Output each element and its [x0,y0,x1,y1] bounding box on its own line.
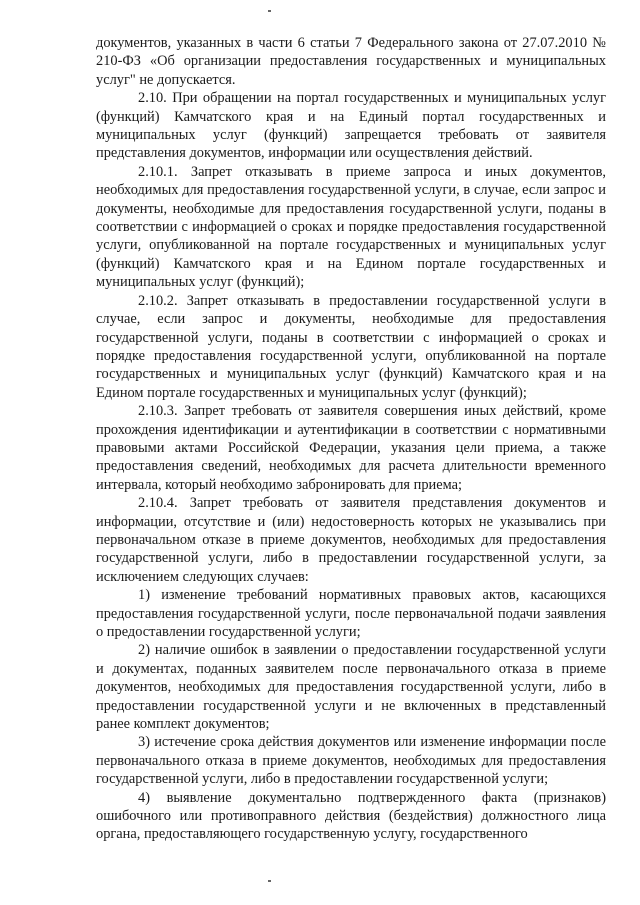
list-item-3: 3) истечение срока действия документов или изменение информации после первоначального отказа в приеме документов, необходимых для предоставления государственной услуги, либо в предоставлении государственной услуги; [96,734,606,788]
paragraph-2-10-1: 2.10.1. Запрет отказывать в приеме запроса и иных документов, необходимых для предоставления государственной услуги, в случае, если запрос и документы, необходимые для предоставления государственной услуги, поданы в соответствии с информацией о сроках и порядке предоставления государственной услуги, опубликованной на портале государственных и муниципальных услуг (функций) Камчатского края и на Едином портале государственных и муниципальных услуг (функций); [96,163,606,291]
document-body [96,34,606,844]
scan-speck-bottom [268,880,271,882]
scan-speck-top [268,10,271,12]
list-item-2: 2) наличие ошибок в заявлении о предоставлении государственной услуги и документах, поданных заявителем после первоначального отказа в приеме документов, необходимых для предоставления государственной услуги, либо в предоставлении государственной услуги и не включенных в представленный ранее комплект документов; [96,642,606,733]
paragraph-continuation: документов, указанных в части 6 статьи 7 Федерального закона от 27.07.2010 № 210-ФЗ «Об организации предоставления государственных и муниципальных услуг" не допускается. [96,35,606,88]
paragraph-2-10-2: 2.10.2. Запрет отказывать в предоставлении государственной услуги в случае, если запрос и документы, необходимые для предоставления государственной услуги, поданы в соответствии с информацией о сроках и порядке предоставления государственной услуги, опубликованной на портале государственных и муниципальных услуг (функций) Камчатского края и на Едином портале государственных и муниципальных услуг (функций); [96,292,606,401]
list-item-1: 1) изменение требований нормативных правовых актов, касающихся предоставления государственной услуги, после первоначальной подачи заявления о предоставлении государственной услуги; [96,587,606,640]
list-item-4: 4) выявление документально подтвержденного факта (признаков) ошибочного или противоправного действия (бездействия) должностного лица органа, предоставляющего государственную услугу, государственного [96,789,606,843]
paragraph-2-10-4: 2.10.4. Запрет требовать от заявителя представления документов и информации, отсутствие и (или) недостоверность которых не указывались при первоначальном отказе в приеме документов, необходимых для предоставления государственной услуги, либо в предоставлении государственной услуги, за исключением следующих случаев: [96,495,606,585]
paragraph-2-10: 2.10. При обращении на портал государственных и муниципальных услуг (функций) Камчатского края и на Единый портал государственных и муниципальных услуг (функций) запрещается требовать от заявителя представления документов, информации или осуществления действий. [96,90,606,162]
paragraph-2-10-3: 2.10.3. Запрет требовать от заявителя совершения иных действий, кроме прохождения идентификации и аутентификации в соответствии с нормативными правовыми актами Российской Федерации, указания цели приема, а также предоставления сведений, необходимых для расчета длительности временного интервала, который необходимо забронировать для приема; [96,403,606,493]
